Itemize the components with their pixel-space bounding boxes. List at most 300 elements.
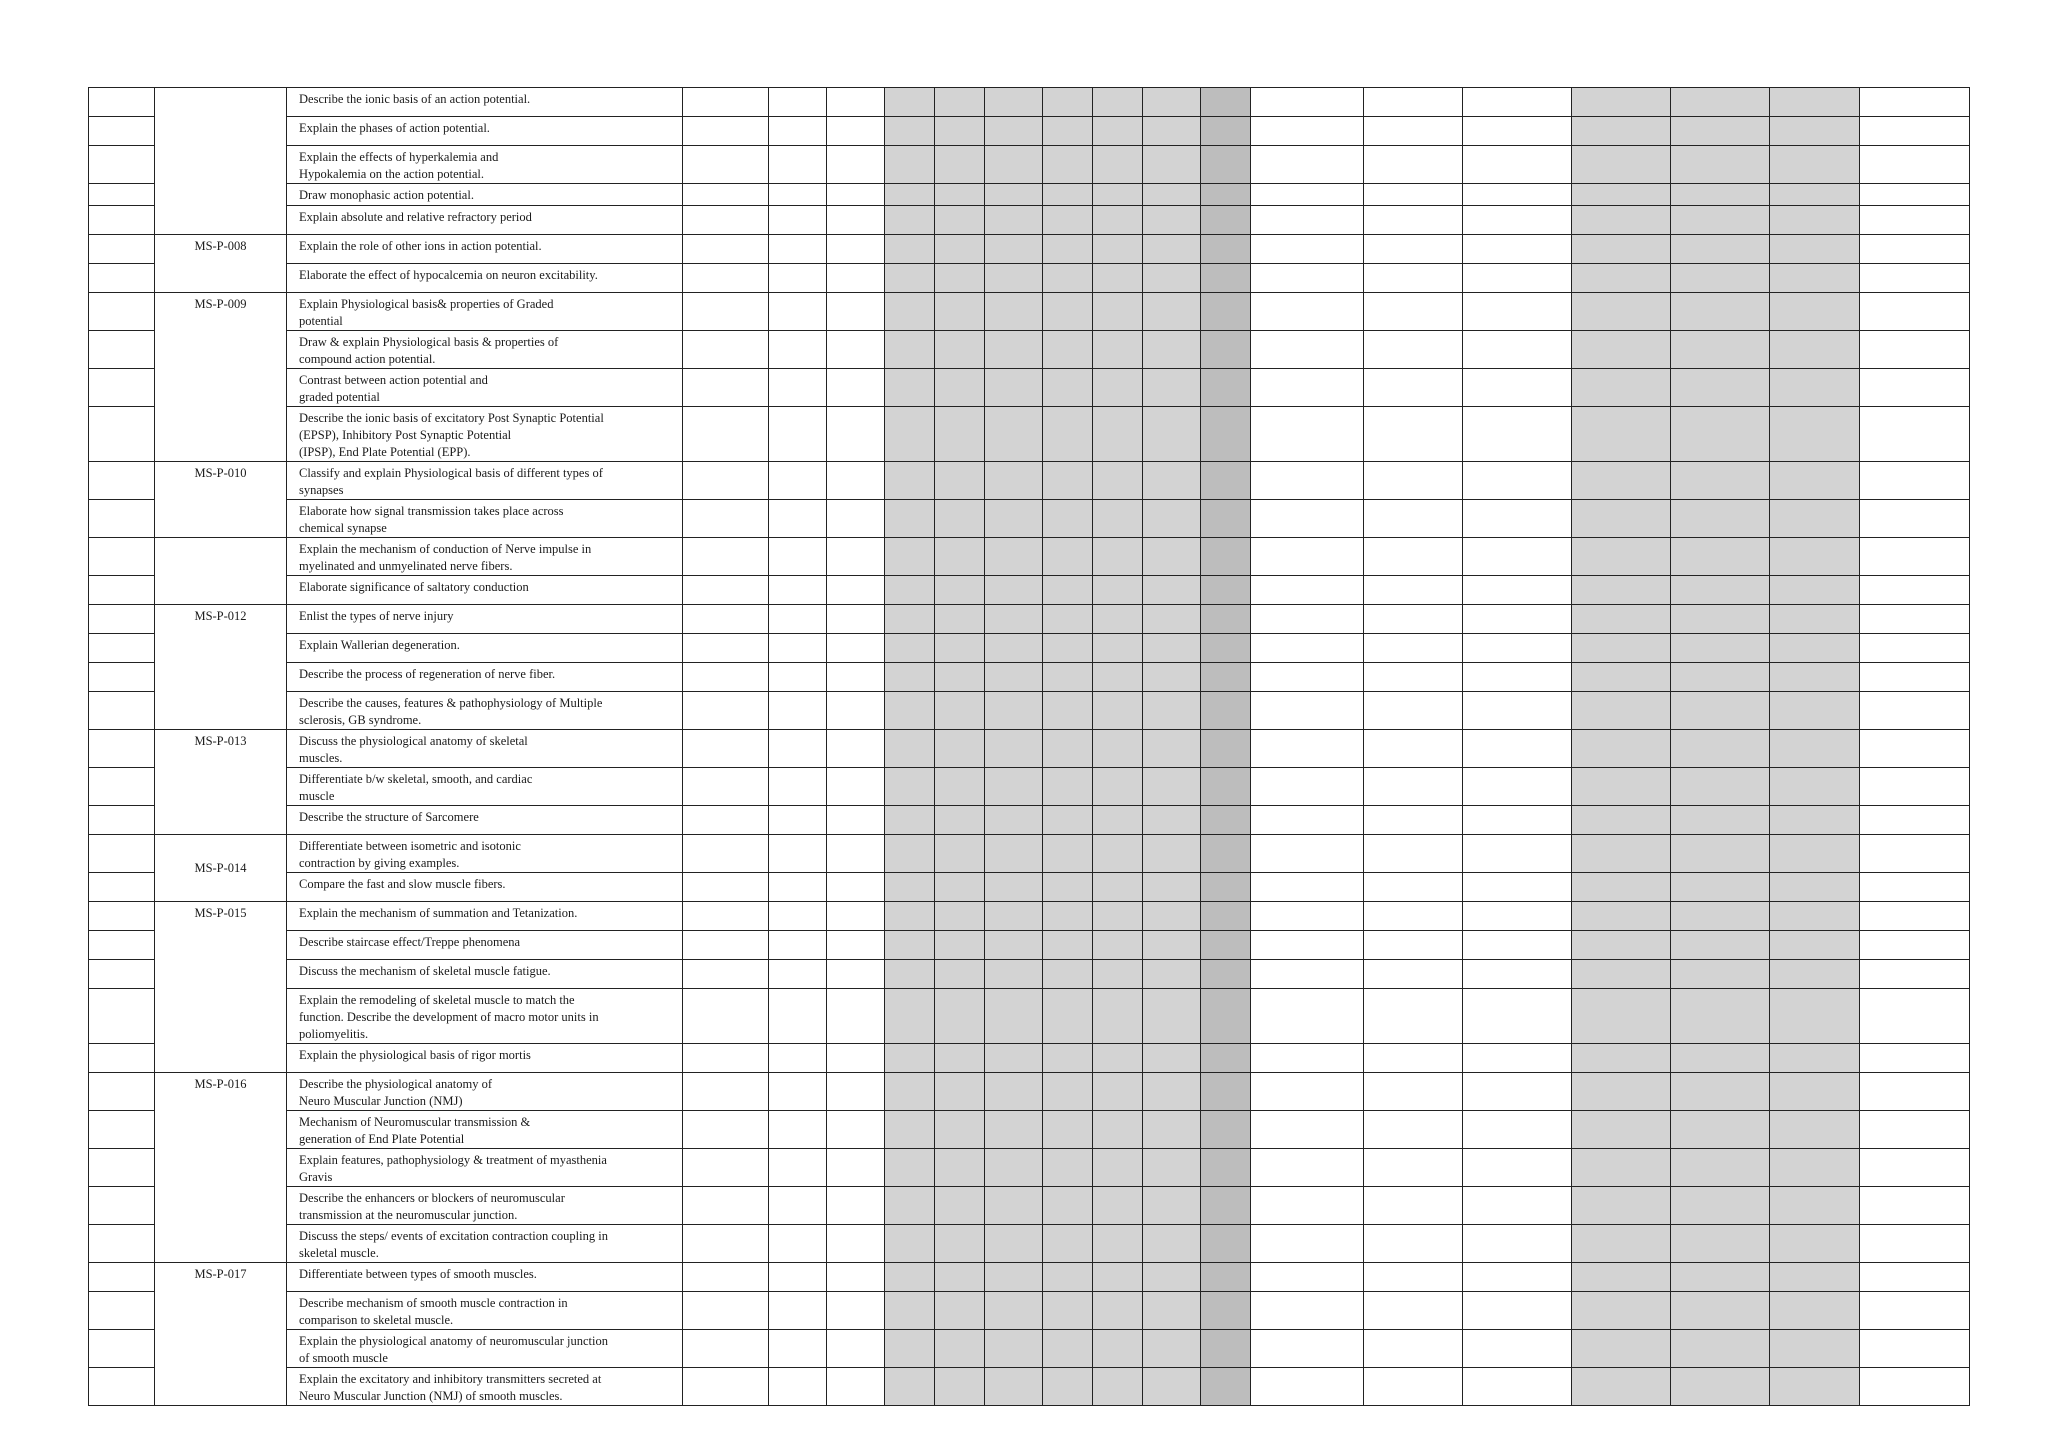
shaded-cell	[1770, 835, 1860, 873]
shaded-cell	[1572, 369, 1671, 407]
empty-cell	[1463, 806, 1572, 835]
empty-cell	[827, 369, 885, 407]
empty-cell	[1860, 835, 1970, 873]
serial-cell	[89, 1225, 155, 1263]
empty-cell	[1860, 538, 1970, 576]
shaded-cell	[1143, 1111, 1201, 1149]
empty-cell	[827, 1044, 885, 1073]
empty-cell	[683, 1044, 769, 1073]
shaded-cell	[1770, 206, 1860, 235]
table-row	[89, 960, 1970, 989]
shaded-cell	[985, 605, 1043, 634]
serial-cell	[89, 538, 155, 576]
shaded-cell	[985, 369, 1043, 407]
shaded-cell	[1572, 1368, 1671, 1406]
shaded-cell	[935, 634, 985, 663]
serial-cell	[89, 264, 155, 293]
empty-cell	[683, 1292, 769, 1330]
empty-cell	[769, 1149, 827, 1187]
shaded-cell	[1143, 768, 1201, 806]
empty-cell	[1251, 184, 1364, 206]
empty-cell	[827, 931, 885, 960]
objective-text: Describe staircase effect/Treppe phenomena	[287, 931, 683, 960]
shaded-cell	[1572, 1292, 1671, 1330]
shaded-cell	[1201, 576, 1251, 605]
empty-cell	[1251, 146, 1364, 184]
shaded-cell	[1043, 369, 1093, 407]
shaded-cell	[1201, 293, 1251, 331]
empty-cell	[1860, 605, 1970, 634]
empty-cell	[683, 369, 769, 407]
shaded-cell	[1043, 692, 1093, 730]
empty-cell	[827, 605, 885, 634]
shaded-cell	[1043, 768, 1093, 806]
empty-cell	[683, 500, 769, 538]
shaded-cell	[1671, 1187, 1770, 1225]
shaded-cell	[1093, 407, 1143, 462]
shaded-cell	[935, 605, 985, 634]
empty-cell	[1463, 1330, 1572, 1368]
shaded-cell	[1770, 1368, 1860, 1406]
shaded-cell	[1572, 146, 1671, 184]
empty-cell	[1251, 663, 1364, 692]
shaded-cell	[1572, 1149, 1671, 1187]
shaded-cell	[985, 1368, 1043, 1406]
empty-cell	[1364, 1073, 1463, 1111]
objective-code: MS-P-010	[155, 462, 287, 538]
shaded-cell	[1671, 1368, 1770, 1406]
objective-text: Explain the excitatory and inhibitory transmitters secreted at Neuro Muscular Junction (NMJ) of smooth muscles.	[287, 1368, 683, 1406]
shaded-cell	[1201, 989, 1251, 1044]
empty-cell	[683, 331, 769, 369]
shaded-cell	[985, 1292, 1043, 1330]
objective-text: Explain the role of other ions in action potential.	[287, 235, 683, 264]
shaded-cell	[935, 462, 985, 500]
shaded-cell	[1770, 931, 1860, 960]
shaded-cell	[1671, 663, 1770, 692]
shaded-cell	[1671, 806, 1770, 835]
empty-cell	[827, 184, 885, 206]
table-row	[89, 1044, 1970, 1073]
shaded-cell	[1043, 1225, 1093, 1263]
shaded-cell	[885, 1263, 935, 1292]
shaded-cell	[935, 538, 985, 576]
shaded-cell	[985, 692, 1043, 730]
empty-cell	[1463, 634, 1572, 663]
empty-cell	[769, 692, 827, 730]
empty-cell	[1463, 184, 1572, 206]
empty-cell	[769, 605, 827, 634]
shaded-cell	[1093, 1292, 1143, 1330]
shaded-cell	[1201, 184, 1251, 206]
shaded-cell	[985, 835, 1043, 873]
empty-cell	[683, 1187, 769, 1225]
objective-text: Explain absolute and relative refractory period	[287, 206, 683, 235]
empty-cell	[1251, 576, 1364, 605]
shaded-cell	[1671, 293, 1770, 331]
shaded-cell	[1770, 184, 1860, 206]
shaded-cell	[1671, 264, 1770, 293]
shaded-cell	[1043, 1187, 1093, 1225]
objective-text: Describe the structure of Sarcomere	[287, 806, 683, 835]
shaded-cell	[885, 634, 935, 663]
shaded-cell	[1572, 1111, 1671, 1149]
empty-cell	[1251, 931, 1364, 960]
shaded-cell	[1572, 235, 1671, 264]
empty-cell	[1860, 989, 1970, 1044]
shaded-cell	[1770, 88, 1860, 117]
shaded-cell	[1671, 768, 1770, 806]
empty-cell	[1251, 331, 1364, 369]
empty-cell	[1860, 576, 1970, 605]
shaded-cell	[935, 1149, 985, 1187]
serial-cell	[89, 692, 155, 730]
empty-cell	[1463, 500, 1572, 538]
shaded-cell	[885, 873, 935, 902]
empty-cell	[769, 1187, 827, 1225]
serial-cell	[89, 1263, 155, 1292]
shaded-cell	[935, 206, 985, 235]
shaded-cell	[1043, 462, 1093, 500]
empty-cell	[1251, 902, 1364, 931]
objective-text: Draw & explain Physiological basis & properties of compound action potential.	[287, 331, 683, 369]
shaded-cell	[1043, 184, 1093, 206]
shaded-cell	[985, 960, 1043, 989]
empty-cell	[1364, 1187, 1463, 1225]
empty-cell	[1251, 730, 1364, 768]
shaded-cell	[1093, 931, 1143, 960]
shaded-cell	[1671, 1111, 1770, 1149]
shaded-cell	[1043, 1111, 1093, 1149]
objective-code: MS-P-016	[155, 1073, 287, 1263]
shaded-cell	[1043, 835, 1093, 873]
objective-text: Describe the ionic basis of an action potential.	[287, 88, 683, 117]
empty-cell	[1364, 235, 1463, 264]
shaded-cell	[985, 1225, 1043, 1263]
empty-cell	[1364, 1149, 1463, 1187]
table-row	[89, 730, 1970, 768]
shaded-cell	[1043, 576, 1093, 605]
shaded-cell	[1143, 235, 1201, 264]
shaded-cell	[1572, 730, 1671, 768]
empty-cell	[683, 1368, 769, 1406]
shaded-cell	[1043, 960, 1093, 989]
table-row	[89, 1225, 1970, 1263]
serial-cell	[89, 1073, 155, 1111]
shaded-cell	[1201, 88, 1251, 117]
empty-cell	[769, 264, 827, 293]
empty-cell	[1860, 1149, 1970, 1187]
empty-cell	[1463, 264, 1572, 293]
shaded-cell	[1201, 1044, 1251, 1073]
empty-cell	[827, 1225, 885, 1263]
shaded-cell	[935, 663, 985, 692]
shaded-cell	[1770, 902, 1860, 931]
shaded-cell	[1770, 768, 1860, 806]
shaded-cell	[985, 500, 1043, 538]
shaded-cell	[1770, 1330, 1860, 1368]
empty-cell	[769, 1073, 827, 1111]
empty-cell	[1251, 1292, 1364, 1330]
shaded-cell	[1671, 462, 1770, 500]
empty-cell	[769, 634, 827, 663]
shaded-cell	[885, 576, 935, 605]
shaded-cell	[1671, 1044, 1770, 1073]
empty-cell	[1251, 1187, 1364, 1225]
shaded-cell	[985, 88, 1043, 117]
empty-cell	[769, 146, 827, 184]
serial-cell	[89, 407, 155, 462]
shaded-cell	[1143, 634, 1201, 663]
shaded-cell	[1093, 835, 1143, 873]
shaded-cell	[935, 931, 985, 960]
empty-cell	[769, 538, 827, 576]
empty-cell	[1463, 989, 1572, 1044]
shaded-cell	[885, 931, 935, 960]
shaded-cell	[1043, 538, 1093, 576]
serial-cell	[89, 1044, 155, 1073]
table-row	[89, 206, 1970, 235]
objective-text: Explain Wallerian degeneration.	[287, 634, 683, 663]
shaded-cell	[1770, 1225, 1860, 1263]
empty-cell	[769, 768, 827, 806]
shaded-cell	[985, 902, 1043, 931]
shaded-cell	[885, 1073, 935, 1111]
objective-text: Describe the physiological anatomy of Neuro Muscular Junction (NMJ)	[287, 1073, 683, 1111]
serial-cell	[89, 117, 155, 146]
serial-cell	[89, 1149, 155, 1187]
shaded-cell	[1671, 902, 1770, 931]
serial-cell	[89, 146, 155, 184]
empty-cell	[1860, 663, 1970, 692]
empty-cell	[1860, 264, 1970, 293]
empty-cell	[1364, 835, 1463, 873]
empty-cell	[1364, 1225, 1463, 1263]
shaded-cell	[1093, 462, 1143, 500]
shaded-cell	[1043, 1044, 1093, 1073]
empty-cell	[769, 184, 827, 206]
empty-cell	[1860, 873, 1970, 902]
empty-cell	[683, 117, 769, 146]
empty-cell	[683, 989, 769, 1044]
empty-cell	[1860, 1330, 1970, 1368]
shaded-cell	[1201, 835, 1251, 873]
empty-cell	[1860, 1044, 1970, 1073]
empty-cell	[683, 835, 769, 873]
shaded-cell	[1201, 1111, 1251, 1149]
empty-cell	[1463, 369, 1572, 407]
shaded-cell	[1770, 1187, 1860, 1225]
shaded-cell	[1572, 264, 1671, 293]
table-row	[89, 1149, 1970, 1187]
shaded-cell	[1143, 1149, 1201, 1187]
empty-cell	[683, 264, 769, 293]
shaded-cell	[1201, 146, 1251, 184]
objective-text: Describe mechanism of smooth muscle contraction in comparison to skeletal muscle.	[287, 1292, 683, 1330]
shaded-cell	[1770, 462, 1860, 500]
empty-cell	[1364, 1292, 1463, 1330]
empty-cell	[827, 1073, 885, 1111]
shaded-cell	[1572, 989, 1671, 1044]
shaded-cell	[1043, 730, 1093, 768]
shaded-cell	[885, 407, 935, 462]
shaded-cell	[1201, 730, 1251, 768]
shaded-cell	[1201, 768, 1251, 806]
empty-cell	[1364, 146, 1463, 184]
serial-cell	[89, 88, 155, 117]
shaded-cell	[1143, 989, 1201, 1044]
shaded-cell	[1093, 235, 1143, 264]
empty-cell	[827, 1368, 885, 1406]
shaded-cell	[1093, 692, 1143, 730]
shaded-cell	[1572, 88, 1671, 117]
shaded-cell	[885, 1149, 935, 1187]
empty-cell	[1860, 730, 1970, 768]
objective-text: Discuss the physiological anatomy of skeletal muscles.	[287, 730, 683, 768]
empty-cell	[1364, 206, 1463, 235]
table-row	[89, 806, 1970, 835]
empty-cell	[1463, 1149, 1572, 1187]
empty-cell	[1364, 1330, 1463, 1368]
shaded-cell	[1572, 1044, 1671, 1073]
empty-cell	[1463, 462, 1572, 500]
objective-code	[155, 88, 287, 235]
shaded-cell	[1043, 989, 1093, 1044]
table-row	[89, 605, 1970, 634]
empty-cell	[1463, 1225, 1572, 1263]
empty-cell	[769, 462, 827, 500]
empty-cell	[1860, 88, 1970, 117]
objective-text: Elaborate how signal transmission takes place across chemical synapse	[287, 500, 683, 538]
empty-cell	[827, 500, 885, 538]
shaded-cell	[935, 902, 985, 931]
shaded-cell	[1043, 407, 1093, 462]
empty-cell	[769, 1292, 827, 1330]
empty-cell	[1860, 146, 1970, 184]
empty-cell	[769, 369, 827, 407]
empty-cell	[1251, 768, 1364, 806]
empty-cell	[683, 663, 769, 692]
shaded-cell	[1143, 1225, 1201, 1263]
empty-cell	[683, 235, 769, 264]
empty-cell	[1251, 206, 1364, 235]
shaded-cell	[1770, 264, 1860, 293]
shaded-cell	[1572, 835, 1671, 873]
shaded-cell	[1201, 902, 1251, 931]
shaded-cell	[1143, 960, 1201, 989]
shaded-cell	[935, 768, 985, 806]
empty-cell	[1251, 369, 1364, 407]
serial-cell	[89, 1330, 155, 1368]
shaded-cell	[985, 407, 1043, 462]
shaded-cell	[1572, 634, 1671, 663]
table-row	[89, 1368, 1970, 1406]
empty-cell	[827, 835, 885, 873]
shaded-cell	[1093, 806, 1143, 835]
shaded-cell	[985, 989, 1043, 1044]
serial-cell	[89, 663, 155, 692]
serial-cell	[89, 605, 155, 634]
shaded-cell	[1093, 663, 1143, 692]
shaded-cell	[1671, 88, 1770, 117]
table-row	[89, 692, 1970, 730]
shaded-cell	[985, 538, 1043, 576]
shaded-cell	[935, 146, 985, 184]
objective-code	[155, 538, 287, 605]
shaded-cell	[1572, 960, 1671, 989]
empty-cell	[1463, 206, 1572, 235]
shaded-cell	[1093, 605, 1143, 634]
empty-cell	[683, 407, 769, 462]
shaded-cell	[985, 1073, 1043, 1111]
empty-cell	[1860, 902, 1970, 931]
empty-cell	[1251, 1263, 1364, 1292]
serial-cell	[89, 1292, 155, 1330]
empty-cell	[683, 293, 769, 331]
table-row	[89, 500, 1970, 538]
shaded-cell	[885, 88, 935, 117]
shaded-cell	[1671, 1263, 1770, 1292]
shaded-cell	[1201, 331, 1251, 369]
table-row	[89, 768, 1970, 806]
empty-cell	[827, 1330, 885, 1368]
shaded-cell	[1043, 1149, 1093, 1187]
shaded-cell	[1043, 902, 1093, 931]
empty-cell	[769, 1044, 827, 1073]
objective-text: Explain the mechanism of summation and Tetanization.	[287, 902, 683, 931]
shaded-cell	[985, 1044, 1043, 1073]
shaded-cell	[1093, 576, 1143, 605]
shaded-cell	[885, 117, 935, 146]
objective-text: Explain Physiological basis& properties of Graded potential	[287, 293, 683, 331]
empty-cell	[1251, 960, 1364, 989]
objective-code: MS-P-014	[155, 835, 287, 902]
shaded-cell	[1201, 634, 1251, 663]
empty-cell	[1463, 1187, 1572, 1225]
shaded-cell	[935, 235, 985, 264]
empty-cell	[1463, 902, 1572, 931]
shaded-cell	[985, 235, 1043, 264]
table-row	[89, 663, 1970, 692]
shaded-cell	[1093, 989, 1143, 1044]
shaded-cell	[1093, 1044, 1143, 1073]
empty-cell	[827, 634, 885, 663]
table-row	[89, 117, 1970, 146]
empty-cell	[1364, 369, 1463, 407]
shaded-cell	[1043, 806, 1093, 835]
shaded-cell	[1143, 835, 1201, 873]
empty-cell	[1251, 605, 1364, 634]
empty-cell	[769, 960, 827, 989]
shaded-cell	[1671, 634, 1770, 663]
empty-cell	[827, 1292, 885, 1330]
shaded-cell	[985, 730, 1043, 768]
empty-cell	[1860, 1368, 1970, 1406]
shaded-cell	[1143, 1368, 1201, 1406]
shaded-cell	[935, 835, 985, 873]
shaded-cell	[1201, 1368, 1251, 1406]
shaded-cell	[1143, 1073, 1201, 1111]
shaded-cell	[935, 1044, 985, 1073]
shaded-cell	[935, 730, 985, 768]
serial-cell	[89, 331, 155, 369]
objective-text: Explain the physiological basis of rigor mortis	[287, 1044, 683, 1073]
empty-cell	[1463, 117, 1572, 146]
shaded-cell	[1143, 88, 1201, 117]
shaded-cell	[1671, 931, 1770, 960]
shaded-cell	[1770, 117, 1860, 146]
shaded-cell	[1093, 184, 1143, 206]
